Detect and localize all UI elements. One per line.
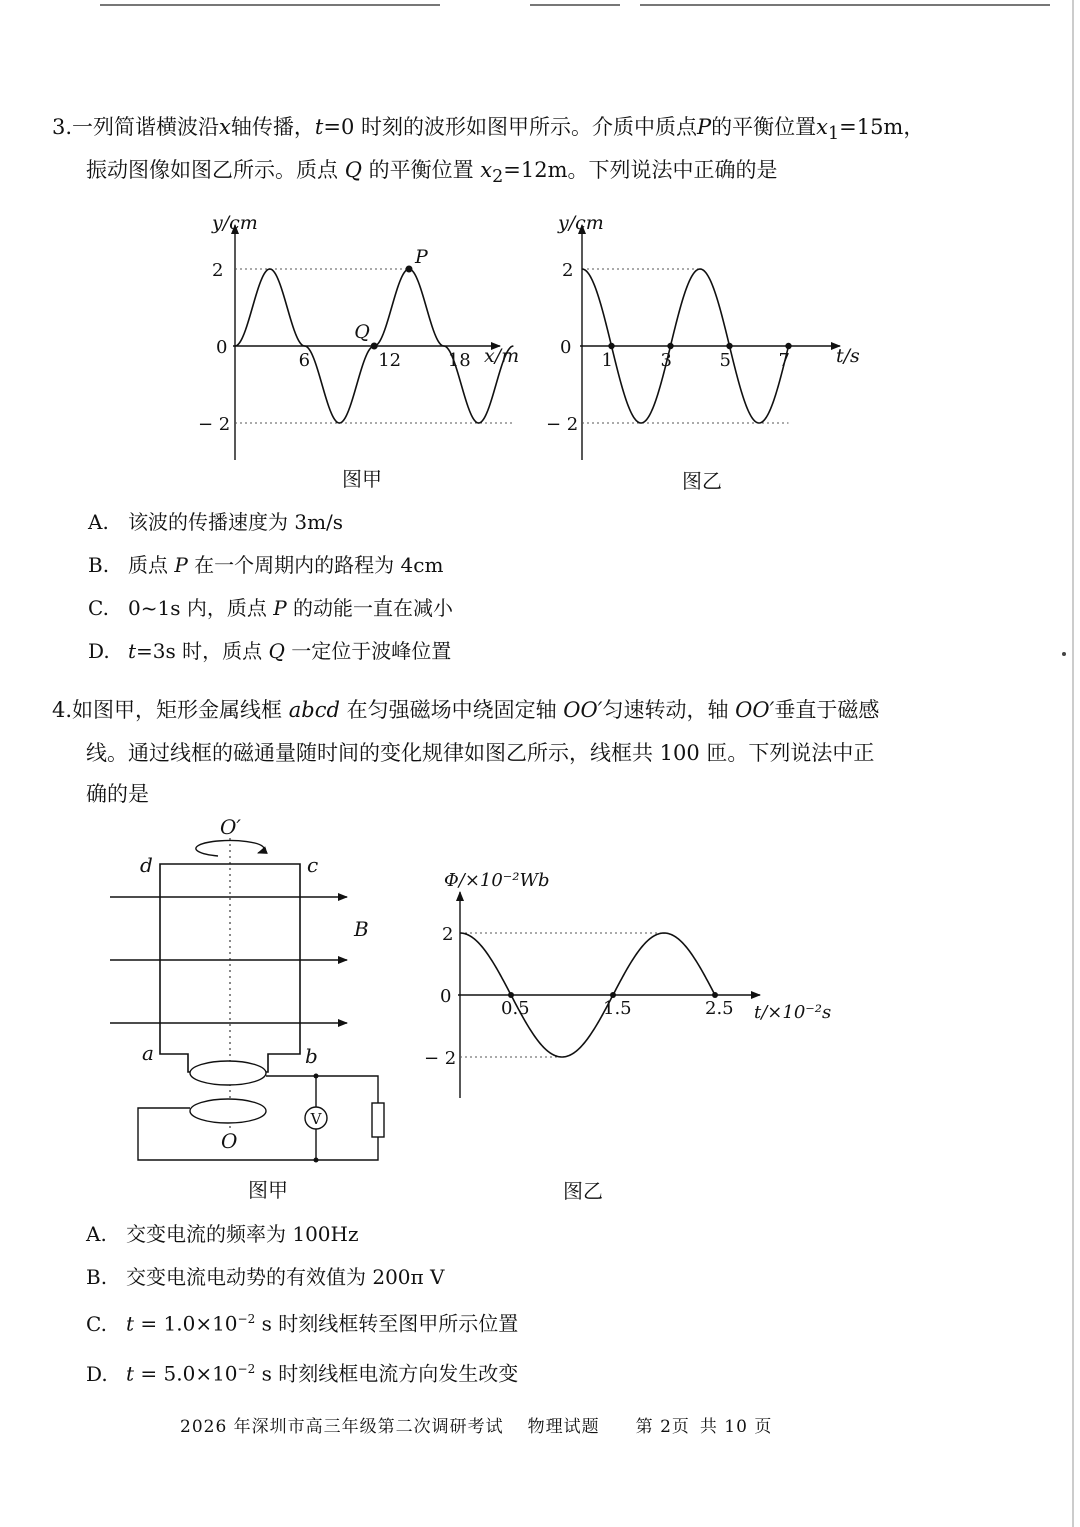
point-label-Q: Q bbox=[354, 321, 370, 343]
q4-option-b: B. 交变电流电动势的有效值为 200π V bbox=[86, 1265, 445, 1289]
x-tick-label: 7 bbox=[778, 350, 790, 371]
label-c: c bbox=[307, 853, 319, 877]
x-axis-label: x/m bbox=[484, 345, 520, 367]
voltmeter-label: V bbox=[310, 1110, 322, 1128]
label-B: B bbox=[354, 917, 369, 941]
q3-stem-line2: 振动图像如图乙所示。质点 Q 的平衡位置 $x_2=12m$。下列说法中正确的是 bbox=[86, 158, 778, 188]
flux-graph-yi bbox=[420, 860, 860, 1110]
zero-crossing-point bbox=[608, 343, 614, 349]
label-b: b bbox=[305, 1044, 318, 1068]
x-axis-label: t/×10⁻²s bbox=[754, 1002, 832, 1023]
point-P bbox=[406, 266, 413, 273]
q3-option-a: A. 该波的传播速度为 3m/s bbox=[88, 510, 344, 534]
q3-option-c: C. 0~1s 内，质点 P 的动能一直在减小 bbox=[88, 596, 454, 620]
label-O: O bbox=[221, 1129, 238, 1153]
footer-exam-title: 2026 年深圳市高三年级第二次调研考试 bbox=[180, 1417, 504, 1437]
q4-option-c: C. $t = 1.0\times 10^{-2}$ s 时刻线框转至图甲所示位置 bbox=[86, 1311, 519, 1336]
origin-label: 0 bbox=[560, 337, 572, 358]
y-tick-label: 2 bbox=[212, 260, 224, 281]
scan-top-edge bbox=[100, 4, 440, 6]
x-tick-label: 6 bbox=[298, 350, 311, 371]
q3-stem-line1: 3.一列简谐横波沿x轴传播，t=0 时刻的波形如图甲所示。介质中质点P的平衡位置$x_1=15m$， bbox=[52, 115, 925, 145]
footer-page-number: 第 2页 bbox=[635, 1417, 690, 1437]
q4-stem-line1: 4.如图甲，矩形金属线框 abcd 在匀强磁场中绕固定轴 OO′匀速转动，轴 OO′垂直于磁感 bbox=[52, 698, 880, 722]
scan-speck bbox=[1062, 652, 1066, 656]
scan-top-edge bbox=[530, 4, 620, 6]
circuit-wire-top bbox=[266, 1076, 378, 1103]
y-tick-label: 2 bbox=[562, 260, 574, 281]
junction-dot bbox=[314, 1074, 319, 1079]
wave-graph-jia bbox=[190, 205, 540, 470]
x-tick-label: 18 bbox=[447, 350, 471, 371]
rotation-arrow bbox=[196, 841, 264, 856]
q3-figure-yi-caption: 图乙 bbox=[682, 469, 722, 493]
coil-diagram-jia bbox=[100, 810, 420, 1170]
q4-option-a: A. 交变电流的频率为 100Hz bbox=[86, 1222, 359, 1246]
origin-label: 0 bbox=[440, 986, 452, 1007]
label-d: d bbox=[140, 853, 153, 877]
origin-label: 0 bbox=[216, 337, 228, 358]
q3-figure-jia-caption: 图甲 bbox=[342, 467, 382, 491]
slip-ring-bottom bbox=[190, 1099, 266, 1123]
q4-figure-yi-caption: 图乙 bbox=[563, 1179, 603, 1203]
y-tick-label: − 2 bbox=[198, 414, 231, 435]
x-axis-label: t/s bbox=[836, 345, 860, 367]
y-tick-label: − 2 bbox=[424, 1048, 457, 1069]
vibration-graph-yi bbox=[540, 205, 870, 470]
point-label-P: P bbox=[415, 246, 428, 268]
x-tick-label: 12 bbox=[378, 350, 402, 371]
scan-top-edge bbox=[640, 4, 1050, 6]
q3-option-b: B. 质点 P 在一个周期内的路程为 4cm bbox=[88, 553, 444, 577]
x-tick-label: 2.5 bbox=[705, 998, 734, 1019]
label-O-prime: O′ bbox=[220, 815, 241, 839]
slip-ring-top bbox=[190, 1061, 266, 1085]
page-footer bbox=[180, 1419, 772, 1436]
y-axis-label: y/cm bbox=[212, 212, 258, 234]
scan-right-edge bbox=[1072, 0, 1074, 1527]
q4-stem-line3: 确的是 bbox=[86, 782, 149, 806]
zero-crossing-point bbox=[726, 343, 732, 349]
point-Q bbox=[371, 343, 378, 350]
rect-coil bbox=[160, 864, 300, 1072]
label-a: a bbox=[142, 1041, 154, 1065]
footer-total-pages: 共 10 页 bbox=[699, 1417, 773, 1437]
x-tick-label: 1 bbox=[601, 350, 613, 371]
x-tick-label: 1.5 bbox=[603, 998, 632, 1019]
q4-option-d: D. $t = 5.0\times 10^{-2}$ s 时刻线框电流方向发生改变 bbox=[86, 1361, 519, 1386]
zero-crossing-point bbox=[785, 343, 791, 349]
q4-stem-line2: 线。通过线框的磁通量随时间的变化规律如图乙所示，线框共 100 匝。下列说法中正 bbox=[86, 741, 875, 765]
y-tick-label: 2 bbox=[442, 924, 454, 945]
y-tick-label: − 2 bbox=[546, 414, 579, 435]
q4-figure-jia-caption: 图甲 bbox=[248, 1178, 288, 1202]
resistor bbox=[372, 1103, 384, 1137]
x-tick-label: 5 bbox=[719, 350, 731, 371]
y-axis-label: Φ/×10⁻²Wb bbox=[444, 870, 550, 891]
junction-dot bbox=[314, 1158, 319, 1163]
zero-crossing-point bbox=[667, 343, 673, 349]
x-tick-label: 0.5 bbox=[501, 998, 530, 1019]
footer-subject: 物理试题 bbox=[527, 1417, 600, 1437]
x-tick-label: 3 bbox=[660, 350, 672, 371]
y-axis-label: y/cm bbox=[558, 212, 604, 234]
q3-option-d: D. t=3s 时，质点 Q 一定位于波峰位置 bbox=[88, 639, 452, 663]
